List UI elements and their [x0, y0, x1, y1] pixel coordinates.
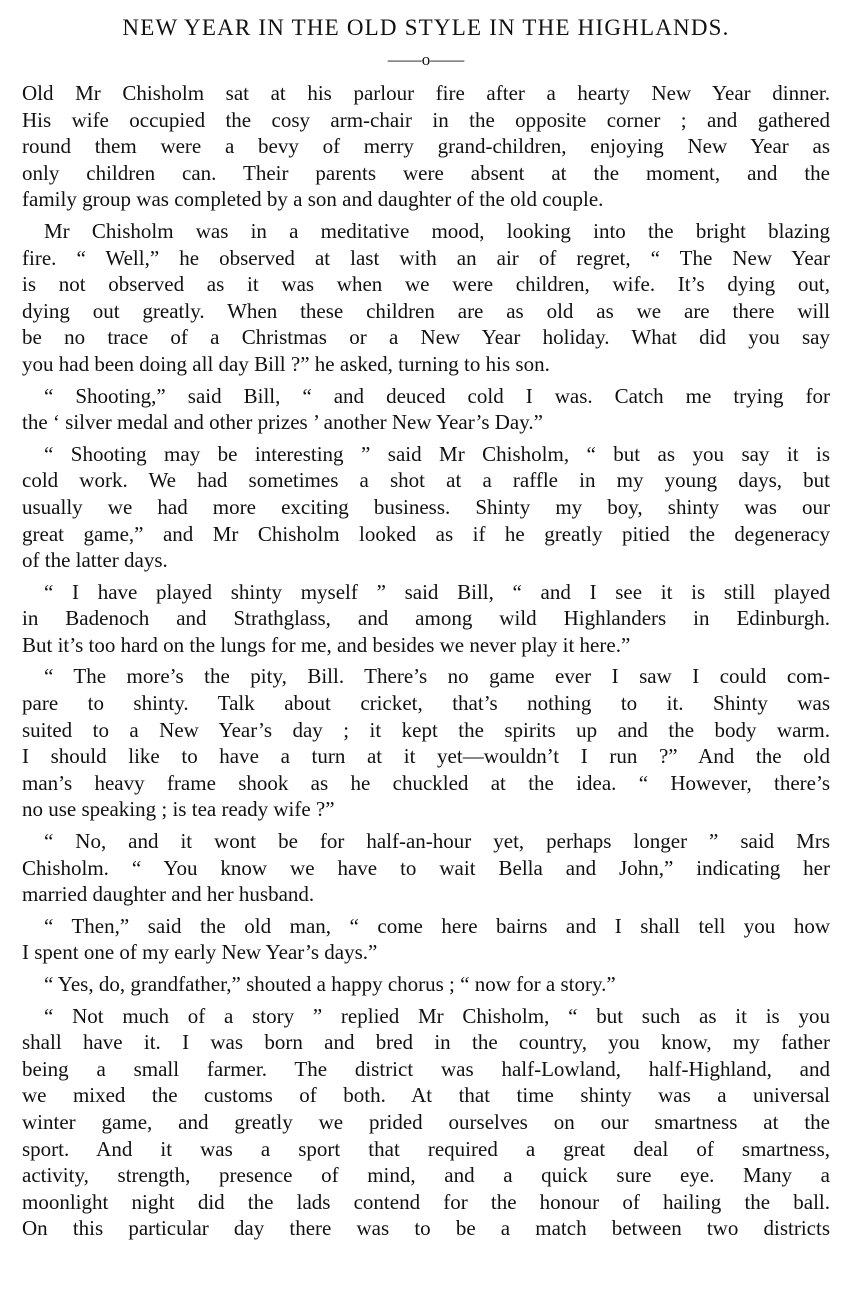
article-paragraph — [22, 1003, 830, 1242]
title-divider: ——o—— — [387, 50, 465, 69]
article-paragraph — [22, 913, 830, 966]
paragraph-line: “ Shooting,” said Bill, “ and deuced cold I was. Catch me trying for — [44, 383, 830, 408]
paragraph-line: But it’s too hard on the lungs for me, and besides we never play it here.” — [22, 632, 631, 657]
paragraph-line: winter game, and greatly we prided ourselves on our smartness at the — [22, 1109, 830, 1134]
paragraph-line: in Badenoch and Strathglass, and among wild Highlanders in Edinburgh. — [22, 606, 830, 631]
article-paragraph — [22, 80, 830, 213]
paragraph-line: “ Then,” said the old man, “ come here bairns and I shall tell you how — [44, 913, 830, 938]
paragraph-line: fire. “ Well,” he observed at last with an air of regret, “ The New Year — [22, 245, 830, 270]
paragraph-line: “ Yes, do, grandfather,” shouted a happy chorus ; “ now for a story.” — [44, 972, 616, 996]
paragraph-line: family group was completed by a son and daughter of the old couple. — [22, 187, 604, 212]
paragraph-line: great game,” and Mr Chisholm looked as if he greatly pitied the degeneracy — [22, 521, 830, 546]
paragraph-line: His wife occupied the cosy arm-chair in the opposite corner ; and gathered — [22, 107, 830, 132]
paragraph-line: the ‘ silver medal and other prizes ’ another New Year’s Day.” — [22, 410, 543, 435]
paragraph-line: moonlight night did the lads contend for the honour of hailing the ball. — [22, 1189, 830, 1214]
paragraph-line: On this particular day there was to be a match between two districts — [22, 1216, 830, 1241]
paragraph-line: dying out greatly. When these children are as old as we are there will — [22, 298, 830, 323]
paragraph-line: sport. And it was a sport that required a great deal of smartness, — [22, 1136, 830, 1161]
paragraph-line: “ I have played shinty myself ” said Bill, “ and I see it is still played — [44, 579, 830, 604]
paragraph-line: cold work. We had sometimes a shot at a raffle in my young days, but — [22, 468, 830, 493]
paragraph-line: we mixed the customs of both. At that time shinty was a universal — [22, 1083, 830, 1108]
paragraph-line: I should like to have a turn at it yet—wouldn’t I run ?” And the old — [22, 744, 830, 769]
article-paragraph — [22, 579, 830, 659]
article-page — [22, 8, 830, 1247]
paragraph-line: you had been doing all day Bill ?” he asked, turning to his son. — [22, 351, 550, 376]
paragraph-line: shall have it. I was born and bred in the country, you know, my father — [22, 1030, 830, 1055]
paragraph-line: being a small farmer. The district was half-Lowland, half-Highland, and — [22, 1056, 830, 1081]
article-title: NEW YEAR IN THE OLD STYLE IN THE HIGHLANDS. — [122, 15, 730, 40]
paragraph-line: suited to a New Year’s day ; it kept the spirits up and the body warm. — [22, 717, 830, 742]
paragraph-line: no use speaking ; is tea ready wife ?” — [22, 797, 335, 822]
paragraph-line: of the latter days. — [22, 548, 168, 573]
article-paragraph — [22, 828, 830, 908]
paragraph-line: Old Mr Chisholm sat at his parlour fire after a hearty New Year dinner. — [22, 81, 830, 105]
article-body — [22, 80, 830, 1242]
article-paragraph — [22, 971, 830, 998]
paragraph-line: I spent one of my early New Year’s days.” — [22, 940, 378, 965]
article-paragraph — [22, 663, 830, 823]
paragraph-line: only children can. Their parents were absent at the moment, and the — [22, 160, 830, 185]
paragraph-line: is not observed as it was when we were children, wife. It’s dying out, — [22, 272, 830, 297]
article-paragraph — [22, 441, 830, 574]
paragraph-line: married daughter and her husband. — [22, 882, 315, 907]
article-paragraph — [22, 218, 830, 378]
paragraph-line: Mr Chisholm was in a meditative mood, looking into the bright blazing — [44, 218, 830, 243]
paragraph-line: “ Shooting may be interesting ” said Mr Chisholm, “ but as you say it is — [44, 441, 830, 466]
paragraph-line: Chisholm. “ You know we have to wait Bella and John,” indicating her — [22, 855, 830, 880]
paragraph-line: “ The more’s the pity, Bill. There’s no game ever I saw I could com- — [44, 664, 830, 689]
paragraph-line: be no trace of a Christmas or a New Year holiday. What did you say — [22, 325, 830, 350]
paragraph-line: “ No, and it wont be for half-an-hour yet, perhaps longer ” said Mrs — [44, 829, 830, 854]
paragraph-line: usually we had more exciting business. Shinty my boy, shinty was our — [22, 494, 830, 519]
paragraph-line: activity, strength, presence of mind, and a quick sure eye. Many a — [22, 1163, 830, 1188]
article-paragraph — [22, 383, 830, 436]
paragraph-line: “ Not much of a story ” replied Mr Chisholm, “ but such as it is you — [44, 1003, 830, 1028]
paragraph-line: round them were a bevy of merry grand-children, enjoying New Year as — [22, 134, 830, 159]
paragraph-line: man’s heavy frame shook as he chuckled at the idea. “ However, there’s — [22, 770, 830, 795]
paragraph-line: pare to shinty. Talk about cricket, that’s nothing to it. Shinty was — [22, 691, 830, 716]
